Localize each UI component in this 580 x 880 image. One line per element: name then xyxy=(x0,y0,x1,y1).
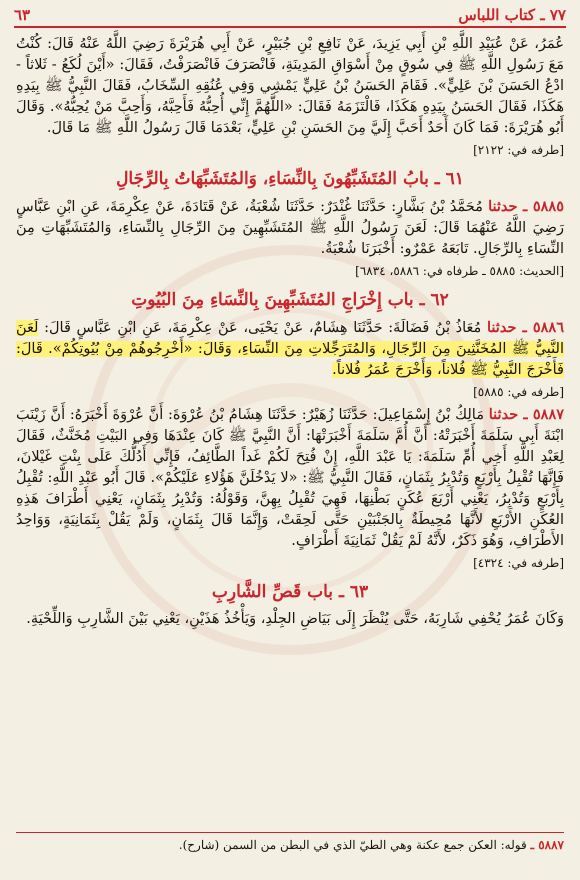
hadith-text: مُعَاذُ بْنُ فَضَالَةَ: حَدَّثَنَا هِشَامٌ، عَنْ يَحْيَى، عَنْ عِكْرِمَةَ، عَنِ ابْنِ عَبَّاسٍ قَالَ: xyxy=(38,320,482,336)
hadith-text: مُحَمَّدُ بْنُ بَشَّارٍ: حَدَّثَنَا غُنْدَرٌ: حَدَّثَنَا شُعْبَةُ، عَنْ قَتَادَةَ، عَنْ عِكْرِمَةَ، عَنِ ابْنِ عَبَّاسٍ رَضِيَ اللَّهُ عَنْهُمَا قَالَ: لَعَنَ رَسُولُ اللَّهِ ﷺ المُتَشَبِّهِينَ مِنَ الرِّجَالِ بِالنِّسَاءِ، وَالمُتَشَبِّهَاتِ مِنَ النِّسَاءِ بِالرِّجَالِ. تَابَعَهُ عَمْرٌو: أَخْبَرَنَا شُعْبَةُ. xyxy=(16,199,564,257)
footnote-number: ٥٨٨٧ ـ xyxy=(530,838,564,852)
chapter-title: ٧٧ ـ كتاب اللباس xyxy=(458,6,566,24)
footnote-label: قوله: xyxy=(500,838,527,852)
intro-hadith-text: عُمَرُ، عَنْ عُبَيْدِ اللَّهِ بْنِ أَبِي يَزِيدَ، عَنْ نَافِعِ بْنِ جُبَيْرٍ، عَنْ أَبِي هُرَيْرَةَ رَضِيَ اللَّهُ عَنْهُ قَالَ: كُنْتُ مَعَ رَسُولِ اللَّهِ ﷺ فِي سُوقٍ مِنْ أَسْوَاقِ المَدِينَةِ، فَانْصَرَفَ فَانْصَرَفْتُ، فَقَالَ: «أَيْنَ لُكَعُ - ثَلاثاً - ادْعُ الحَسَنَ بْنَ عَلِيٍّ». فَقَامَ الحَسَنُ بْنُ عَلِيٍّ يَمْشِي وَفِي عُنُقِهِ السِّخَابُ، فَقَالَ النَّبِيُّ ﷺ بِيَدِهِ هَكَذَا، فَقَالَ الحَسَنُ بِيَدِهِ هَكَذَا، فَالْتَزَمَهُ فَقَالَ: «اللَّهُمَّ إِنِّي أُحِبُّهُ فَأَحِبَّهُ، وَأَحِبَّ مَنْ يُحِبُّهُ». وَقَالَ أَبُو هُرَيْرَةَ: فَمَا كَانَ أَحَدٌ أَحَبَّ إِلَيَّ مِنَ الحَسَنِ بْنِ عَلِيٍّ، بَعْدَمَا قَالَ رَسُولُ اللَّهِ ﷺ مَا قَالَ. xyxy=(16,36,564,136)
hadith-5886-reference: [طرفه في: ٥٨٨٥] xyxy=(473,385,564,399)
intro-cross-reference: [طرفه في: ٢١٢٢] xyxy=(473,143,564,157)
page-number: ٦٣ xyxy=(14,6,31,24)
highlighted-text: لَعَنَ النَّبِيُّ ﷺ المُخَنَّثِينَ مِنَ الرِّجَالِ، وَالمُتَرَجِّلاتِ مِنَ النِّسَاءِ، وَقَالَ: «أَخْرِجُوهُمْ مِنْ بُيُوتِكُمْ». قَالَ: فَأَخْرَجَ النَّبِيُّ ﷺ فُلاناً، وَأَخْرَجَ عُمَرُ فُلاناً. xyxy=(16,320,564,378)
hadith-number: ٥٨٨٥ ـ حدثنا xyxy=(488,198,564,215)
footnote-divider xyxy=(16,832,564,833)
hadith-number: ٥٨٨٧ ـ حدثنا xyxy=(488,406,565,423)
chapter-63-text: وَكَانَ عُمَرُ يُحْفِي شَارِبَهُ، حَتَّى يُنْظَرَ إِلَى بَيَاضِ الجِلْدِ، وَيَأْخُذُ هَذَيْنِ، يَعْنِي بَيْنَ الشَّارِبِ وَاللِّحْيَةِ. xyxy=(26,611,564,627)
chapter-heading-62: ٦٢ ـ باب إِخْرَاجِ المُتَشَبِّهِينَ بِالنِّسَاءِ مِنَ البُيُوتِ xyxy=(131,290,449,310)
chapter-heading-61: ٦١ ـ بابُ المُتَشَبِّهُونَ بِالنِّسَاءِ، وَالمُتَشَبِّهَاتُ بِالرِّجَالِ xyxy=(116,169,464,189)
hadith-number: ٥٨٨٦ ـ حدثنا xyxy=(487,319,565,336)
hadith-text: مَالِكُ بْنُ إِسْمَاعِيلَ: حَدَّثَنَا زُهَيْرٌ: حَدَّثَنَا هِشَامُ بْنُ عُرْوَةَ: أَنَّ عُرْوَةَ أَخْبَرَهُ: أَنَّ زَيْنَبَ ابْنَةَ أَبِي سَلَمَةَ أَخْبَرَتْهُ: أَنَّ أُمَّ سَلَمَةَ أَخْبَرَتْهَا: أَنَّ النَّبِيَّ ﷺ كَانَ عِنْدَهَا وَفِي البَيْتِ مُخَنَّثٌ، فَقَالَ لِعَبْدِ اللَّهِ أَخِي أُمِّ سَلَمَةَ: يَا عَبْدَ اللَّهِ، إِنْ فُتِحَ لَكُمْ غَداً الطَّائِفُ، فَإِنِّي أَدُلُّكَ عَلَى بِنْتِ غَيْلانَ، فَإِنَّهَا تُقْبِلُ بِأَرْبَعٍ وَتُدْبِرُ بِثَمَانٍ، فَقَالَ النَّبِيُّ ﷺ: «لا يَدْخُلَنَّ هَؤُلاءِ عَلَيْكُمْ». قَالَ أَبُو عَبْدِ اللَّهِ: تُقْبِلُ بِأَرْبَعٍ وَتُدْبِرُ، يَعْنِي أَرْبَعَ عُكَنٍ بَطْنِهَا، فَهِيَ تُقْبِلُ بِهِنَّ، وَقَوْلُهُ: وَتُدْبِرُ بِثَمَانٍ، يَعْنِي أَطْرَافَ هَذِهِ العُكَنِ الأَرْبَعِ لأَنَّهَا مُحِيطَةٌ بِالجَنْبَيْنِ حَتَّى لَحِقَتْ، وَإِنَّمَا قَالَ بِثَمَانٍ، وَلَمْ يَقُلْ بِثَمَانِيَةٍ، وَوَاحِدُ الأَطْرَافِ، وَهُوَ ذَكَرٌ، لأَنَّهُ لَمْ يَقُلْ ثَمَانِيَةَ أَطْرَافٍ. xyxy=(16,407,564,549)
page-content xyxy=(16,34,564,630)
hadith-5885 xyxy=(16,196,564,260)
page-header xyxy=(14,4,566,28)
chapter-heading-63: ٦٣ ـ باب قَصِّ الشَّارِبِ xyxy=(211,582,369,602)
hadith-5886 xyxy=(16,317,564,381)
footnote xyxy=(16,836,564,854)
footnote-text: العكن جمع عكنة وهي الطيّ الذي في البطن من السمن (شارح). xyxy=(178,838,497,852)
hadith-5887 xyxy=(16,404,564,552)
hadith-5887-reference: [طرفه في: ٤٣٢٤] xyxy=(473,556,564,570)
hadith-5885-reference: [الحديث: ٥٨٨٥ ـ طرفاه في: ٥٨٨٦، ٦٨٣٤] xyxy=(355,264,564,278)
